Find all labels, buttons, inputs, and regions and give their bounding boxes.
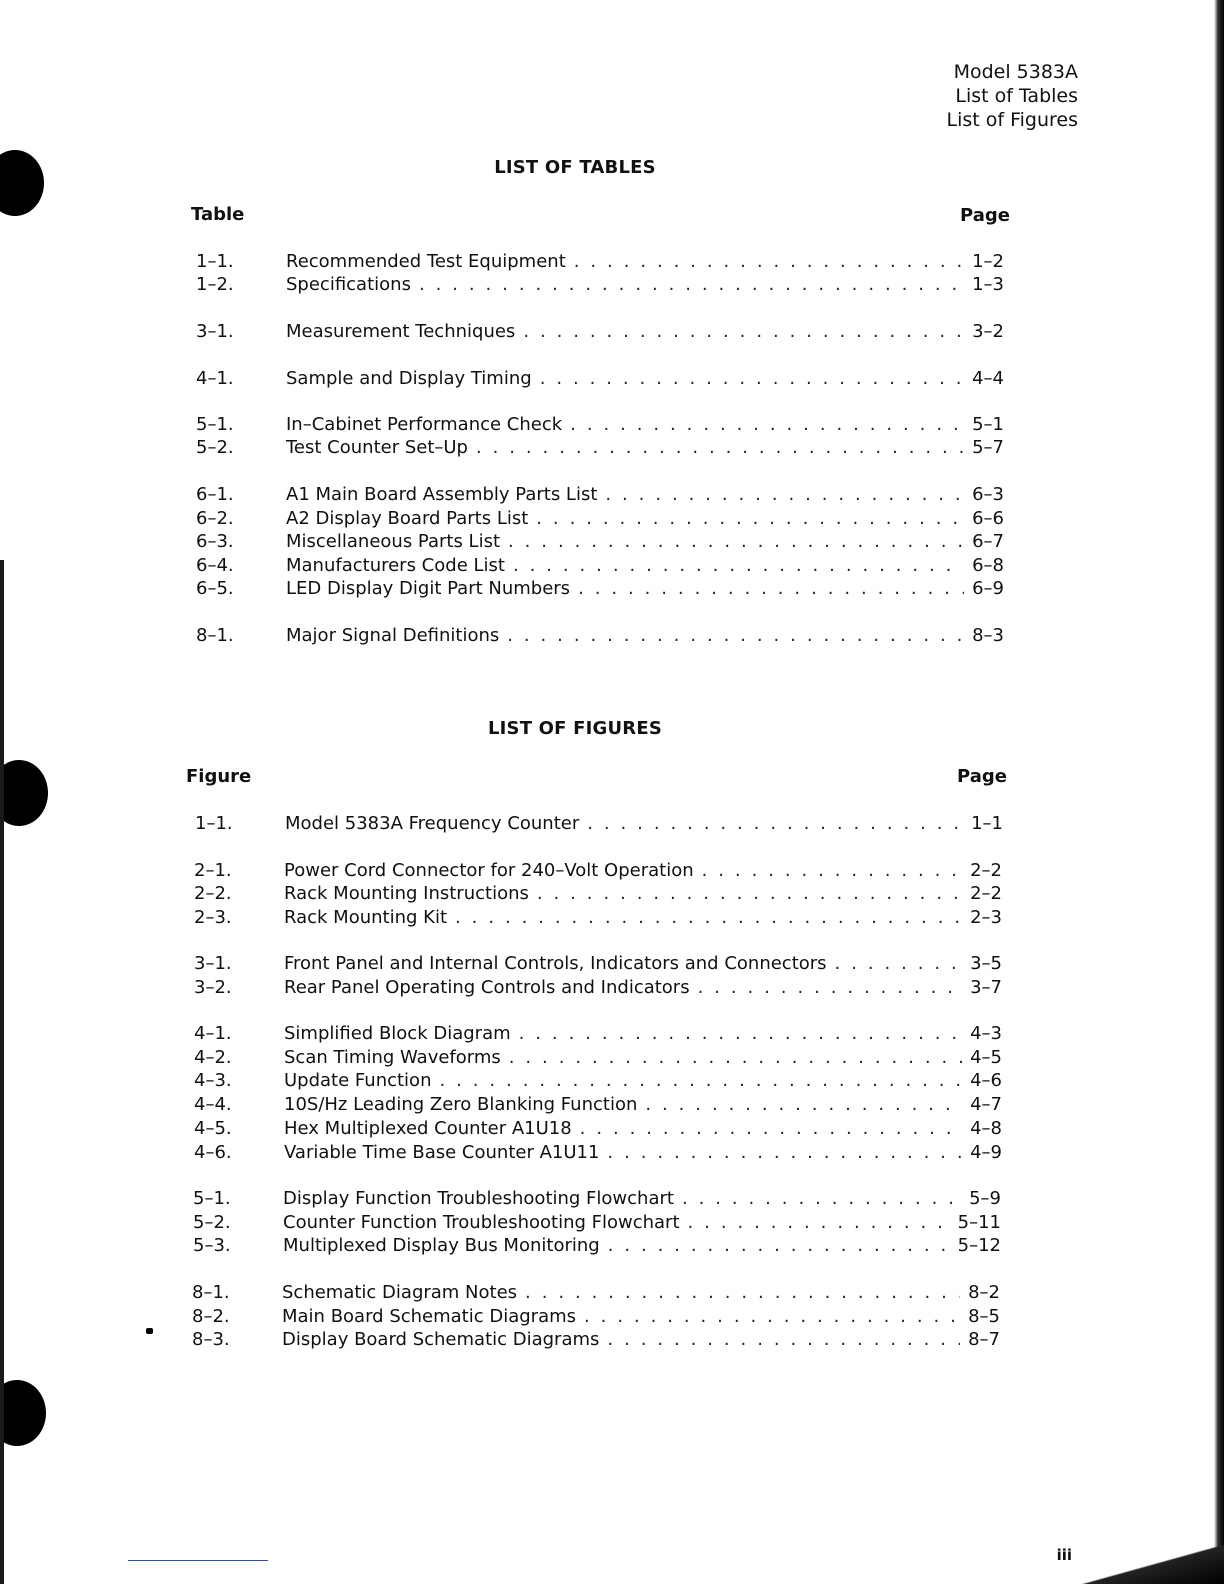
figures-col-figure: Figure <box>186 766 252 787</box>
entry-page: 8–5 <box>968 1306 1000 1327</box>
tables-col-page: Page <box>960 205 1010 226</box>
entry-number: 1–1. <box>195 813 233 834</box>
entry-number: 1–2. <box>196 274 234 295</box>
tables-col-table: Table <box>191 204 245 225</box>
entry-number: 8–2. <box>192 1306 230 1327</box>
figure-entry[interactable] <box>195 812 1003 835</box>
entry-page: 3–7 <box>970 977 1002 998</box>
entry-title: Rack Mounting Instructions <box>284 883 529 904</box>
entry-page: 2–2 <box>970 860 1002 881</box>
entry-number: 5–3. <box>193 1235 231 1256</box>
entry-number: 8–1. <box>196 625 234 646</box>
dot-leader <box>607 1328 960 1351</box>
entry-number: 4–1. <box>196 368 234 389</box>
entry-number: 5–1. <box>196 414 234 435</box>
dot-leader <box>507 624 964 647</box>
figure-entry[interactable] <box>192 1328 1000 1351</box>
dot-leader <box>513 554 964 577</box>
entry-page: 1–3 <box>972 274 1004 295</box>
entry-title: Display Board Schematic Diagrams <box>282 1329 600 1350</box>
header-list-of-tables: List of Tables <box>955 85 1078 107</box>
table-entry[interactable] <box>196 320 1004 343</box>
entry-number: 1–1. <box>196 251 234 272</box>
entry-title: Power Cord Connector for 240–Volt Operation <box>284 860 694 881</box>
margin-mark <box>146 1328 153 1334</box>
bottom-rule <box>128 1560 268 1561</box>
page-number: iii <box>1056 1546 1072 1564</box>
entry-number: 5–1. <box>193 1188 231 1209</box>
dot-leader <box>702 859 962 882</box>
binder-hole <box>0 1380 46 1446</box>
entry-page: 4–5 <box>970 1047 1002 1068</box>
entry-page: 3–5 <box>970 953 1002 974</box>
figures-col-page: Page <box>957 766 1007 787</box>
table-entry[interactable] <box>196 273 1004 296</box>
dot-leader <box>608 1234 950 1257</box>
entry-title: Model 5383A Frequency Counter <box>285 813 580 834</box>
entry-page: 2–3 <box>970 907 1002 928</box>
figure-entry[interactable] <box>193 1187 1001 1210</box>
entry-number: 4–2. <box>194 1047 232 1068</box>
figure-entry[interactable] <box>194 976 1002 999</box>
entry-title: Simplified Block Diagram <box>284 1023 511 1044</box>
entry-number: 5–2. <box>196 437 234 458</box>
dot-leader <box>537 882 962 905</box>
figure-entry[interactable] <box>194 1117 1002 1140</box>
dot-leader <box>508 530 964 553</box>
entry-page: 8–3 <box>972 625 1004 646</box>
entry-title: Hex Multiplexed Counter A1U18 <box>284 1118 572 1139</box>
entry-page: 3–2 <box>972 321 1004 342</box>
figure-entry[interactable] <box>194 906 1002 929</box>
figure-entry[interactable] <box>194 1022 1002 1045</box>
entry-number: 3–1. <box>194 953 232 974</box>
dot-leader <box>419 273 964 296</box>
entry-page: 4–9 <box>970 1142 1002 1163</box>
figure-entry[interactable] <box>192 1281 1000 1304</box>
tables-section-title: LIST OF TABLES <box>494 157 656 178</box>
entry-title: Rack Mounting Kit <box>284 907 448 928</box>
dot-leader <box>584 1305 960 1328</box>
entry-number: 4–6. <box>194 1142 232 1163</box>
entry-page: 4–4 <box>972 368 1004 389</box>
entry-page: 4–3 <box>970 1023 1002 1044</box>
table-entry[interactable] <box>196 624 1004 647</box>
figure-entry[interactable] <box>192 1305 1000 1328</box>
dot-leader <box>688 1211 950 1234</box>
entry-title: Test Counter Set–Up <box>286 437 468 458</box>
dot-leader <box>605 483 964 506</box>
entry-page: 4–7 <box>970 1094 1002 1115</box>
figure-entry[interactable] <box>193 1211 1001 1234</box>
entry-page: 6–7 <box>972 531 1004 552</box>
entry-number: 6–1. <box>196 484 234 505</box>
entry-title: Specifications <box>286 274 411 295</box>
figure-entry[interactable] <box>194 952 1002 975</box>
dot-leader <box>476 436 964 459</box>
table-entry[interactable] <box>196 554 1004 577</box>
entry-number: 4–1. <box>194 1023 232 1044</box>
entry-number: 2–3. <box>194 907 232 928</box>
figure-entry[interactable] <box>194 1141 1002 1164</box>
entry-title: A2 Display Board Parts List <box>286 508 529 529</box>
entry-page: 5–1 <box>972 414 1004 435</box>
figure-entry[interactable] <box>193 1234 1001 1257</box>
entry-number: 6–3. <box>196 531 234 552</box>
entry-number: 6–5. <box>196 578 234 599</box>
entry-title: Scan Timing Waveforms <box>284 1047 501 1068</box>
table-entry[interactable] <box>196 507 1004 530</box>
binder-hole <box>0 760 48 826</box>
figure-entry[interactable] <box>194 1093 1002 1116</box>
dot-leader <box>574 250 964 273</box>
entry-number: 3–2. <box>194 977 232 998</box>
scan-edge-bottom <box>1080 1544 1224 1584</box>
entry-page: 8–2 <box>968 1282 1000 1303</box>
header-list-of-figures: List of Figures <box>946 109 1078 131</box>
dot-leader <box>509 1046 962 1069</box>
scan-edge-right <box>1214 0 1224 1584</box>
entry-number: 8–1. <box>192 1282 230 1303</box>
entry-page: 6–3 <box>972 484 1004 505</box>
entry-page: 1–2 <box>972 251 1004 272</box>
entry-number: 5–2. <box>193 1212 231 1233</box>
entry-title: 10S/Hz Leading Zero Blanking Function <box>284 1094 638 1115</box>
entry-title: A1 Main Board Assembly Parts List <box>286 484 598 505</box>
entry-number: 3–1. <box>196 321 234 342</box>
entry-title: Multiplexed Display Bus Monitoring <box>283 1235 600 1256</box>
dot-leader <box>570 413 964 436</box>
entry-page: 8–7 <box>968 1329 1000 1350</box>
entry-title: Manufacturers Code List <box>286 555 505 576</box>
dot-leader <box>580 1117 962 1140</box>
entry-number: 4–3. <box>194 1070 232 1091</box>
entry-page: 6–6 <box>972 508 1004 529</box>
scan-edge-left <box>0 560 4 1584</box>
entry-title: Update Function <box>284 1070 432 1091</box>
figure-entry[interactable] <box>194 859 1002 882</box>
entry-title: Miscellaneous Parts List <box>286 531 501 552</box>
dot-leader <box>439 1069 962 1092</box>
entry-title: Variable Time Base Counter A1U11 <box>284 1142 600 1163</box>
entry-number: 6–4. <box>196 555 234 576</box>
table-entry[interactable] <box>196 577 1004 600</box>
entry-number: 2–2. <box>194 883 232 904</box>
entry-title: Main Board Schematic Diagrams <box>282 1306 577 1327</box>
entry-title: LED Display Digit Part Numbers <box>286 578 571 599</box>
table-entry[interactable] <box>196 250 1004 273</box>
table-entry[interactable] <box>196 530 1004 553</box>
entry-page: 2–2 <box>970 883 1002 904</box>
figure-entry[interactable] <box>194 1046 1002 1069</box>
entry-number: 8–3. <box>192 1329 230 1350</box>
entry-page: 1–1 <box>971 813 1003 834</box>
entry-page: 5–7 <box>972 437 1004 458</box>
entry-title: Front Panel and Internal Controls, Indicators and Connectors <box>284 953 827 974</box>
dot-leader <box>645 1093 962 1116</box>
dot-leader <box>698 976 963 999</box>
entry-title: Measurement Techniques <box>286 321 516 342</box>
dot-leader <box>835 952 963 975</box>
entry-title: In–Cabinet Performance Check <box>286 414 563 435</box>
entry-title: Display Function Troubleshooting Flowchart <box>283 1188 674 1209</box>
figures-section-title: LIST OF FIGURES <box>487 718 663 739</box>
table-entry[interactable] <box>196 436 1004 459</box>
entry-title: Sample and Display Timing <box>286 368 532 389</box>
running-header <box>946 60 1078 132</box>
entry-page: 5–12 <box>957 1235 1001 1256</box>
entry-title: Major Signal Definitions <box>286 625 500 646</box>
table-entry[interactable] <box>196 367 1004 390</box>
entry-page: 4–8 <box>970 1118 1002 1139</box>
dot-leader <box>587 812 963 835</box>
entry-number: 4–5. <box>194 1118 232 1139</box>
entry-page: 6–9 <box>972 578 1004 599</box>
figure-entry[interactable] <box>194 1069 1002 1092</box>
dot-leader <box>455 906 962 929</box>
dot-leader <box>607 1141 962 1164</box>
dot-leader <box>519 1022 962 1045</box>
entry-title: Rear Panel Operating Controls and Indicators <box>284 977 690 998</box>
entry-page: 6–8 <box>972 555 1004 576</box>
header-model: Model 5383A <box>953 61 1078 83</box>
entry-page: 5–9 <box>969 1188 1001 1209</box>
entry-number: 6–2. <box>196 508 234 529</box>
dot-leader <box>578 577 964 600</box>
entry-number: 2–1. <box>194 860 232 881</box>
table-entry[interactable] <box>196 483 1004 506</box>
dot-leader <box>682 1187 961 1210</box>
figure-entry[interactable] <box>194 882 1002 905</box>
dot-leader <box>523 320 964 343</box>
entry-number: 4–4. <box>194 1094 232 1115</box>
entry-page: 4–6 <box>970 1070 1002 1091</box>
entry-title: Recommended Test Equipment <box>286 251 566 272</box>
dot-leader <box>525 1281 960 1304</box>
dot-leader <box>540 367 964 390</box>
entry-title: Counter Function Troubleshooting Flowchart <box>283 1212 680 1233</box>
dot-leader <box>536 507 964 530</box>
entry-title: Schematic Diagram Notes <box>282 1282 518 1303</box>
entry-page: 5–11 <box>957 1212 1001 1233</box>
table-entry[interactable] <box>196 413 1004 436</box>
